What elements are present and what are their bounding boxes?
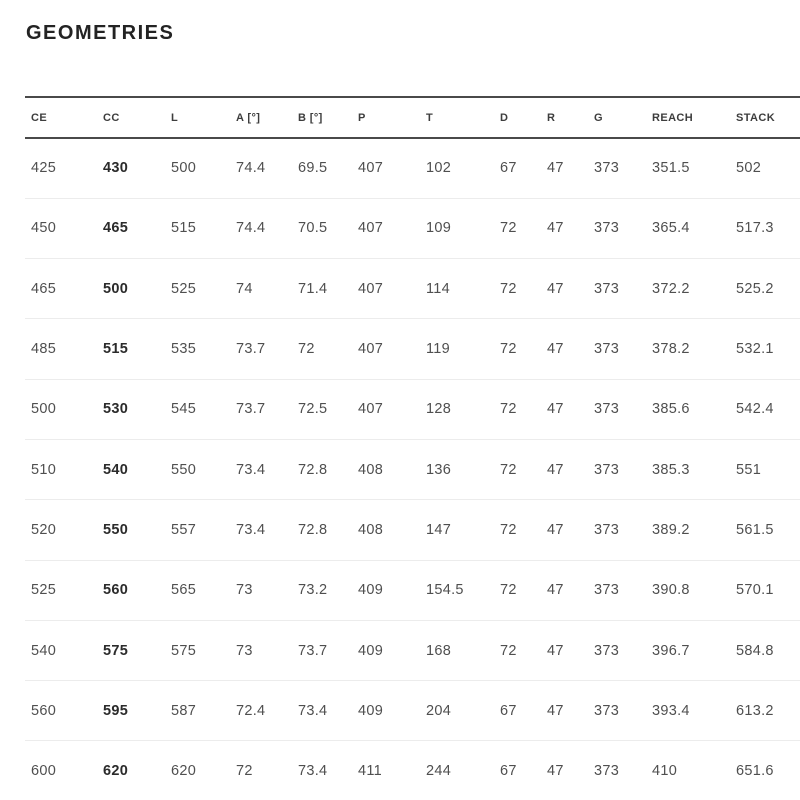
cell-a_deg: 73.7 — [236, 401, 266, 418]
cell-stack: 525.2 — [736, 280, 774, 297]
cell-ce: 525 — [31, 582, 57, 599]
cell-p: 407 — [358, 401, 384, 418]
cell-b_deg: 72.8 — [298, 461, 328, 478]
cell-ce: 540 — [31, 642, 57, 659]
cell-d: 67 — [500, 160, 517, 177]
cell-reach: 410 — [652, 763, 678, 780]
cell-g: 373 — [594, 401, 620, 418]
cell-p: 409 — [358, 582, 384, 599]
cell-reach: 390.8 — [652, 582, 690, 599]
cell-r: 47 — [547, 702, 564, 719]
cell-ce: 450 — [31, 220, 57, 237]
cell-g: 373 — [594, 461, 620, 478]
cell-reach: 396.7 — [652, 642, 690, 659]
cell-g: 373 — [594, 160, 620, 177]
cell-stack: 532.1 — [736, 341, 774, 358]
cell-a_deg: 73.7 — [236, 341, 266, 358]
cell-l: 535 — [171, 341, 197, 358]
cell-p: 407 — [358, 341, 384, 358]
cell-cc: 595 — [103, 702, 129, 719]
cell-g: 373 — [594, 763, 620, 780]
cell-b_deg: 72.8 — [298, 521, 328, 538]
cell-reach: 365.4 — [652, 220, 690, 237]
table-row — [25, 500, 800, 560]
cell-l: 565 — [171, 582, 197, 599]
cell-ce: 500 — [31, 401, 57, 418]
cell-l: 545 — [171, 401, 197, 418]
cell-r: 47 — [547, 521, 564, 538]
cell-t: 244 — [426, 763, 452, 780]
geometry-table — [25, 96, 800, 800]
cell-l: 620 — [171, 763, 197, 780]
cell-reach: 389.2 — [652, 521, 690, 538]
cell-reach: 385.6 — [652, 401, 690, 418]
cell-r: 47 — [547, 341, 564, 358]
cell-p: 409 — [358, 702, 384, 719]
cell-d: 72 — [500, 220, 517, 237]
cell-stack: 551 — [736, 461, 762, 478]
cell-b_deg: 73.4 — [298, 763, 328, 780]
cell-g: 373 — [594, 521, 620, 538]
cell-b_deg: 69.5 — [298, 160, 328, 177]
cell-d: 72 — [500, 642, 517, 659]
cell-a_deg: 73.4 — [236, 521, 266, 538]
cell-a_deg: 72 — [236, 763, 253, 780]
column-header-stack: STACK — [736, 111, 776, 124]
cell-r: 47 — [547, 160, 564, 177]
cell-cc: 500 — [103, 280, 129, 297]
cell-p: 407 — [358, 280, 384, 297]
cell-l: 557 — [171, 521, 197, 538]
cell-l: 525 — [171, 280, 197, 297]
cell-t: 147 — [426, 521, 452, 538]
column-header-cc: CC — [103, 111, 120, 124]
cell-r: 47 — [547, 582, 564, 599]
cell-d: 72 — [500, 280, 517, 297]
cell-r: 47 — [547, 280, 564, 297]
cell-stack: 502 — [736, 160, 762, 177]
cell-p: 408 — [358, 521, 384, 538]
cell-cc: 515 — [103, 341, 129, 358]
table-row — [25, 198, 800, 258]
cell-t: 168 — [426, 642, 452, 659]
table-row — [25, 741, 800, 800]
table-row — [25, 560, 800, 620]
cell-b_deg: 73.2 — [298, 582, 328, 599]
cell-d: 72 — [500, 401, 517, 418]
column-header-r: R — [547, 111, 556, 124]
cell-l: 515 — [171, 220, 197, 237]
cell-g: 373 — [594, 341, 620, 358]
cell-t: 114 — [426, 280, 451, 297]
table-header — [25, 97, 800, 138]
cell-b_deg: 72.5 — [298, 401, 328, 418]
cell-d: 72 — [500, 521, 517, 538]
cell-stack: 651.6 — [736, 763, 774, 780]
cell-reach: 385.3 — [652, 461, 690, 478]
column-header-g: G — [594, 111, 603, 124]
cell-ce: 600 — [31, 763, 57, 780]
cell-g: 373 — [594, 582, 620, 599]
cell-stack: 517.3 — [736, 220, 774, 237]
cell-reach: 372.2 — [652, 280, 690, 297]
cell-d: 72 — [500, 582, 517, 599]
table-row — [25, 439, 800, 499]
cell-ce: 520 — [31, 521, 57, 538]
cell-stack: 570.1 — [736, 582, 774, 599]
cell-g: 373 — [594, 642, 620, 659]
cell-d: 67 — [500, 763, 517, 780]
table-body — [25, 138, 800, 800]
cell-r: 47 — [547, 763, 564, 780]
column-header-t: T — [426, 111, 434, 124]
cell-reach: 378.2 — [652, 341, 690, 358]
cell-cc: 465 — [103, 220, 129, 237]
column-header-p: P — [358, 111, 366, 124]
cell-cc: 430 — [103, 160, 129, 177]
cell-stack: 584.8 — [736, 642, 774, 659]
cell-t: 154.5 — [426, 582, 464, 599]
table-row — [25, 319, 800, 379]
cell-t: 128 — [426, 401, 452, 418]
cell-cc: 530 — [103, 401, 129, 418]
cell-ce: 425 — [31, 160, 57, 177]
cell-t: 204 — [426, 702, 452, 719]
cell-cc: 575 — [103, 642, 129, 659]
cell-g: 373 — [594, 280, 620, 297]
table-row — [25, 620, 800, 680]
cell-p: 408 — [358, 461, 384, 478]
cell-a_deg: 74 — [236, 280, 253, 297]
cell-r: 47 — [547, 642, 564, 659]
column-header-a_deg: A [°] — [236, 111, 261, 124]
cell-r: 47 — [547, 461, 564, 478]
cell-b_deg: 72 — [298, 341, 315, 358]
cell-cc: 560 — [103, 582, 129, 599]
column-header-ce: CE — [31, 111, 48, 124]
cell-b_deg: 73.7 — [298, 642, 328, 659]
cell-r: 47 — [547, 220, 564, 237]
cell-stack: 542.4 — [736, 401, 774, 418]
table-row — [25, 138, 800, 198]
column-header-d: D — [500, 111, 509, 124]
cell-stack: 561.5 — [736, 521, 774, 538]
cell-reach: 393.4 — [652, 702, 690, 719]
cell-b_deg: 70.5 — [298, 220, 328, 237]
table-row — [25, 379, 800, 439]
cell-cc: 550 — [103, 521, 129, 538]
table-header-row — [25, 97, 800, 138]
cell-p: 407 — [358, 220, 384, 237]
column-header-b_deg: B [°] — [298, 111, 323, 124]
cell-cc: 620 — [103, 763, 129, 780]
cell-g: 373 — [594, 220, 620, 237]
cell-a_deg: 73 — [236, 642, 253, 659]
cell-a_deg: 74.4 — [236, 160, 266, 177]
cell-b_deg: 71.4 — [298, 280, 328, 297]
cell-p: 409 — [358, 642, 384, 659]
cell-b_deg: 73.4 — [298, 702, 328, 719]
cell-a_deg: 73 — [236, 582, 253, 599]
cell-t: 109 — [426, 220, 452, 237]
cell-a_deg: 72.4 — [236, 702, 266, 719]
cell-d: 72 — [500, 461, 517, 478]
cell-g: 373 — [594, 702, 620, 719]
cell-a_deg: 73.4 — [236, 461, 266, 478]
table-row — [25, 681, 800, 741]
cell-stack: 613.2 — [736, 702, 774, 719]
cell-l: 575 — [171, 642, 197, 659]
cell-l: 550 — [171, 461, 197, 478]
cell-l: 587 — [171, 702, 197, 719]
cell-d: 72 — [500, 341, 517, 358]
cell-t: 102 — [426, 160, 452, 177]
cell-t: 119 — [426, 341, 451, 358]
cell-p: 407 — [358, 160, 384, 177]
cell-ce: 465 — [31, 280, 57, 297]
cell-t: 136 — [426, 461, 452, 478]
cell-cc: 540 — [103, 461, 129, 478]
cell-d: 67 — [500, 702, 517, 719]
cell-ce: 485 — [31, 341, 57, 358]
cell-ce: 510 — [31, 461, 57, 478]
cell-ce: 560 — [31, 702, 57, 719]
cell-r: 47 — [547, 401, 564, 418]
cell-l: 500 — [171, 160, 197, 177]
cell-a_deg: 74.4 — [236, 220, 266, 237]
column-header-l: L — [171, 111, 179, 124]
cell-reach: 351.5 — [652, 160, 690, 177]
column-header-reach: REACH — [652, 111, 694, 124]
table-row — [25, 259, 800, 319]
cell-p: 411 — [358, 763, 383, 780]
page-title: GEOMETRIES — [26, 22, 175, 44]
